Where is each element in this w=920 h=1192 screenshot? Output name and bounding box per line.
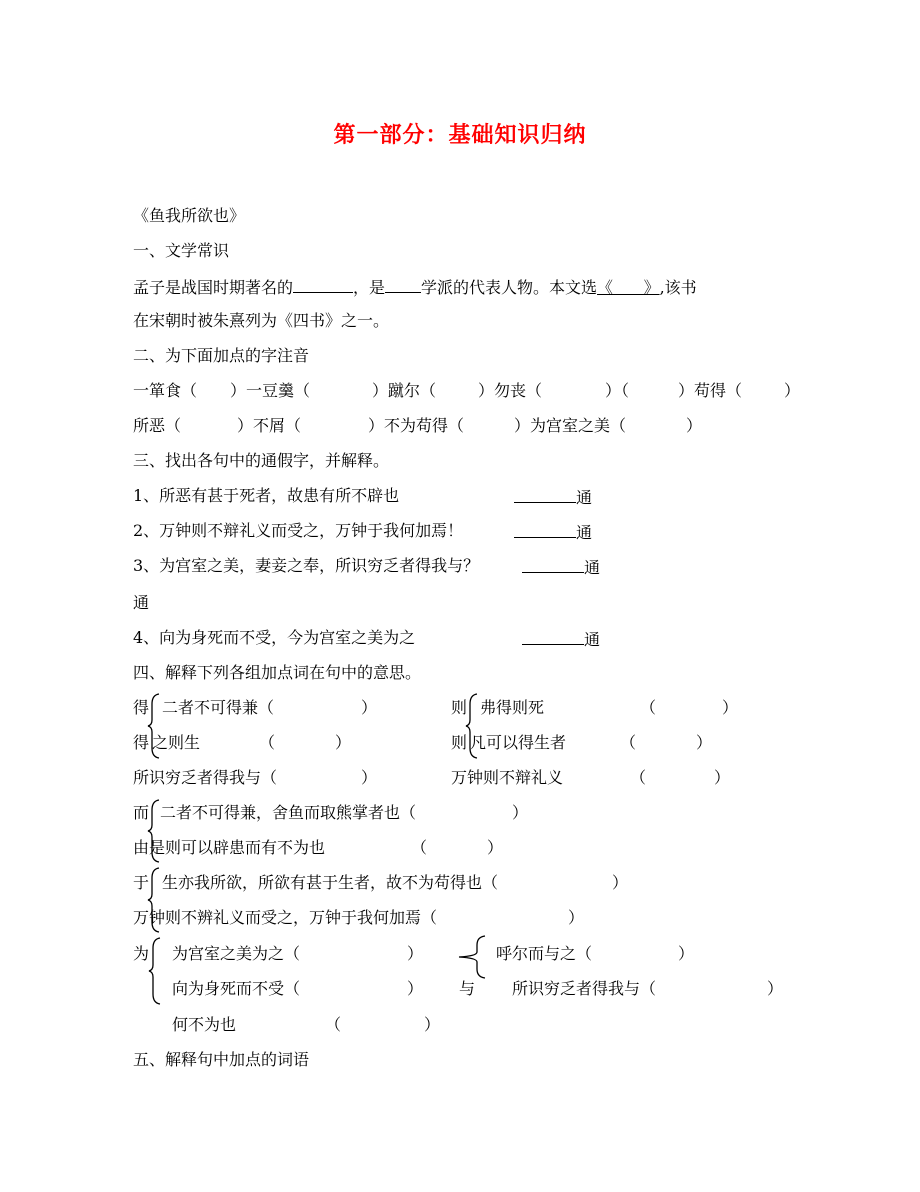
text: 通	[584, 558, 601, 577]
yu5-char: 与	[459, 979, 476, 998]
ze-item-2-open: （	[620, 733, 637, 752]
wei-item-3: 何不为也	[172, 1015, 237, 1034]
text: 学派的代表人物。本文选	[421, 278, 598, 297]
ze-item-1: 弗得则死	[480, 698, 545, 717]
de-item-2: 之则生	[152, 733, 201, 752]
er-item-1-close: ）	[512, 803, 529, 822]
pinyin-row-2-c: ）不为苟得（	[368, 416, 465, 435]
de-item-2-char: 得	[133, 733, 150, 752]
section-1-line-1	[133, 276, 697, 298]
blank	[522, 628, 584, 645]
text: ,该书	[659, 278, 697, 297]
yu-item-2-close: ）	[568, 908, 585, 927]
yu5-item-1: 呼尔而与之（	[496, 944, 593, 963]
text: 孟子是战国时期著名的	[133, 278, 294, 297]
er-char: 而	[133, 803, 150, 822]
yu-item-2: 万钟则不辨礼义而受之，万钟于我何加焉（	[133, 908, 438, 927]
wanzhong-item-open: （	[630, 768, 647, 787]
text: 通	[576, 488, 593, 507]
blank	[385, 276, 421, 293]
section-3-heading: 三、找出各句中的通假字，并解释。	[133, 451, 390, 470]
blank	[522, 556, 584, 573]
pinyin-row-2-e: ）	[686, 416, 703, 435]
pinyin-row-2-d: ）为宫室之美（	[514, 416, 627, 435]
pinyin-row-1-a: 一箪食（	[133, 381, 198, 400]
book-blank: 《 》	[597, 278, 660, 297]
section-5-heading: 五、解释句中加点的词语	[133, 1050, 310, 1069]
tongjia-q3-continued: 通	[133, 593, 150, 612]
wei-item-1-close: ）	[407, 944, 424, 963]
ze-item-2: 凡可以得生者	[470, 733, 567, 752]
de-item-2-open: （	[259, 733, 276, 752]
lesson-title: 《鱼我所欲也》	[133, 206, 246, 225]
de-char: 得	[133, 698, 150, 717]
brace-yu5	[457, 934, 487, 980]
yu-item-1: 生亦我所欲，所欲有甚于生者，故不为苟得也（	[162, 873, 499, 892]
blank	[293, 276, 353, 293]
wei-item-2: 向为身死而不受（	[172, 979, 301, 998]
brace-wei	[148, 936, 162, 1006]
yu-item-1-close: ）	[612, 873, 629, 892]
page-title: 第一部分：基础知识归纳	[333, 123, 587, 148]
ze-item-2-close: ）	[696, 733, 713, 752]
text: ，是	[353, 278, 386, 297]
yu-char: 于	[133, 873, 150, 892]
wei-char: 为	[133, 944, 150, 963]
pinyin-row-1-b: ）一豆羹（	[230, 381, 311, 400]
section-4-heading: 四、解释下列各组加点词在句中的意思。	[133, 663, 422, 682]
wei-item-2-close: ）	[407, 979, 424, 998]
section-1-heading: 一、文学常识	[133, 241, 230, 260]
ze-item-2-char: 则	[451, 733, 468, 752]
pinyin-row-2-b: ）不屑（	[237, 416, 302, 435]
wei-item-1: 为宫室之美为之（	[172, 944, 301, 963]
text: 通	[576, 523, 593, 542]
blank	[514, 486, 576, 503]
blank	[514, 521, 576, 538]
tongjia-q1-answer	[514, 486, 592, 508]
tongjia-q4: 4、向为身死而不受，今为宫室之美为之	[133, 628, 416, 647]
pinyin-row-2-a: 所恶（	[133, 416, 182, 435]
yu5-item-2: 所识穷乏者得我与（	[512, 979, 657, 998]
tongjia-q3: 3、为宫室之美，妻妾之奉，所识穷乏者得我与？	[133, 556, 480, 575]
ze-item-1-close: ）	[722, 698, 739, 717]
pinyin-row-1-g: ）	[784, 381, 801, 400]
yu5-item-2-close: ）	[767, 979, 784, 998]
er-item-2: 由是则可以辟患而有不为也	[133, 838, 326, 857]
er-item-1: 二者不可得兼，舍鱼而取熊掌者也（	[160, 803, 417, 822]
er-item-2-close: ）	[487, 838, 504, 857]
tongjia-q2-answer	[514, 521, 592, 543]
tongjia-q2: 2、万钟则不辩礼义而受之，万钟于我何加焉！	[133, 521, 464, 540]
tongjia-q3-answer	[522, 556, 600, 578]
wei-item-3-close: ）	[424, 1015, 441, 1034]
de-item-1: 二者不可得兼（	[162, 698, 275, 717]
yu5-item-1-close: ）	[678, 944, 695, 963]
ze-item-1-open: （	[640, 698, 657, 717]
pinyin-row-1-e: ）（	[605, 381, 630, 400]
tongjia-q1: 1、所恶有甚于死者，故患有所不辟也	[133, 486, 400, 505]
suoshi-item-close: ）	[361, 768, 378, 787]
pinyin-row-1-d: ）勿丧（	[478, 381, 543, 400]
pinyin-row-1-f: ）苟得（	[678, 381, 743, 400]
text: 通	[584, 630, 601, 649]
section-2-heading: 二、为下面加点的字注音	[133, 346, 310, 365]
pinyin-row-1-c: ）蹴尔（	[372, 381, 437, 400]
wanzhong-item: 万钟则不辩礼义	[451, 768, 564, 787]
de-item-1-close: ）	[361, 698, 378, 717]
suoshi-item: 所识穷乏者得我与（	[133, 768, 278, 787]
tongjia-q4-answer	[522, 628, 600, 650]
er-item-2-open: （	[411, 838, 428, 857]
de-item-2-close: ）	[335, 733, 352, 752]
wei-item-3-open: （	[325, 1015, 342, 1034]
section-1-line-2: 在宋朝时被朱熹列为《四书》之一。	[133, 311, 390, 330]
wanzhong-item-close: ）	[714, 768, 731, 787]
ze-char: 则	[451, 698, 468, 717]
